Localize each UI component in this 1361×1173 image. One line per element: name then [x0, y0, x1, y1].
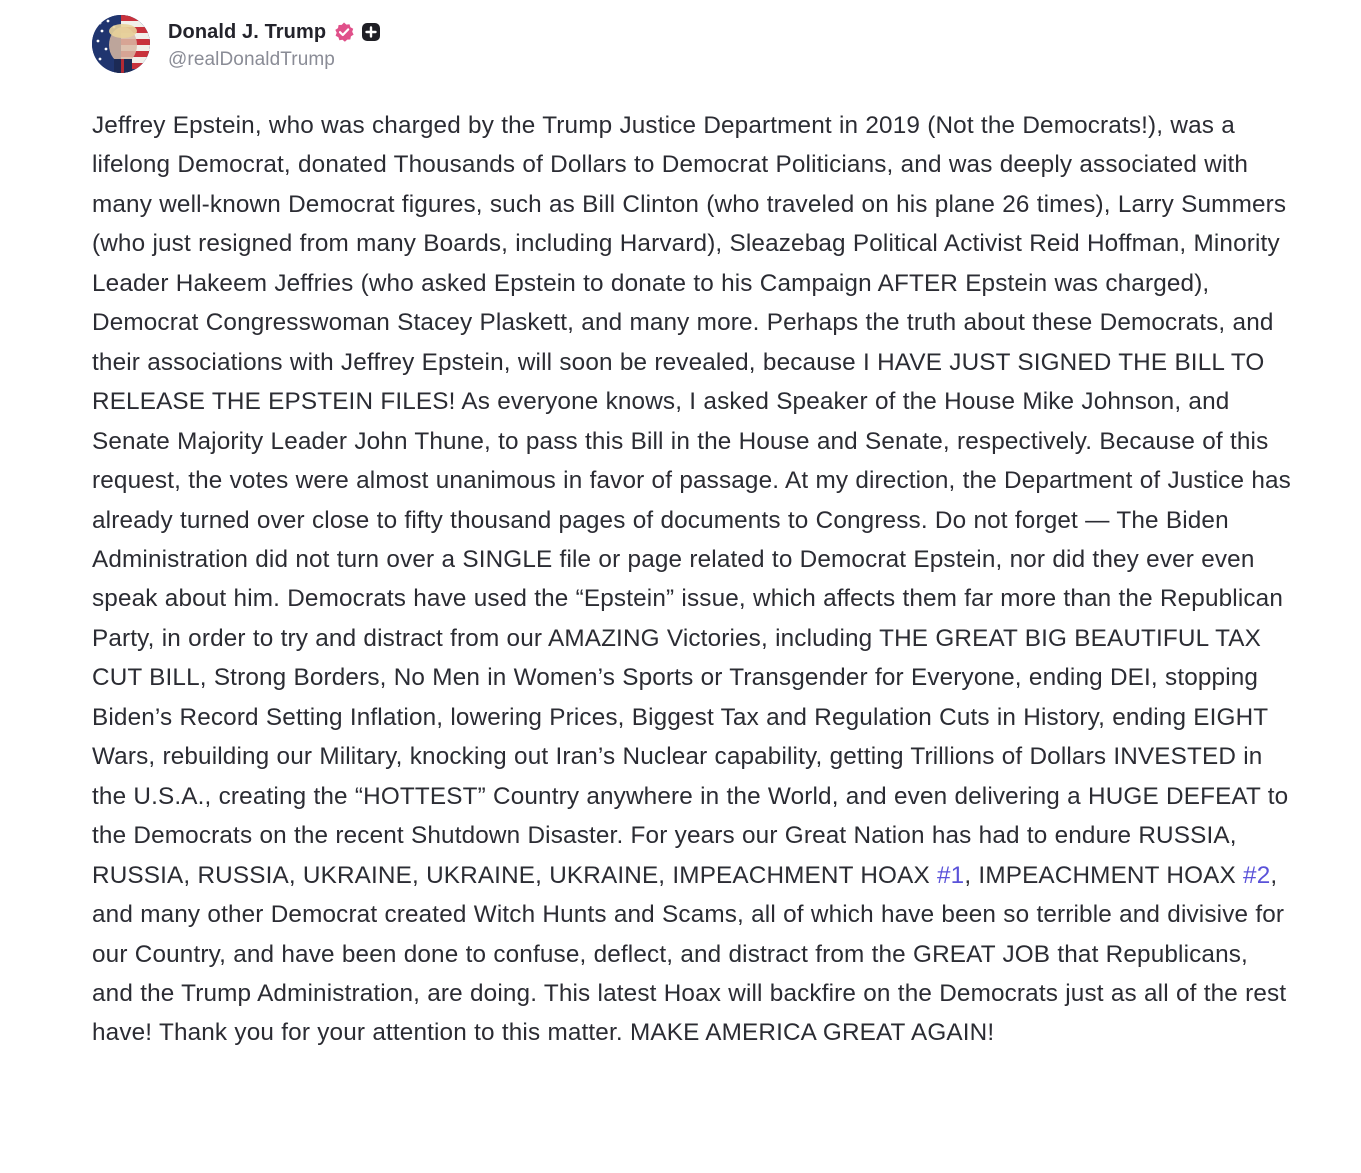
hashtag-link-2[interactable]: #2: [1243, 861, 1271, 889]
post-header: [92, 14, 381, 74]
post-text-part-1: Jeffrey Epstein, who was charged by the Trump Justice Department in 2019 (Not the Democrats!), was a lifelong Democrat, donated Thousands of Dollars to Democrat Politicians, and was deeply associated with many well-known Democrat figures, such as Bill Clinton (who traveled on his plane 26 times), Larry Summers (who just resigned from many Boards, including Harvard), Sleazebag Political Activist Reid Hoffman, Minority Leader Hakeem Jeffries (who asked Epstein to donate to his Campaign AFTER Epstein was charged), Democrat Congresswoman Stacey Plaskett, and many more. Perhaps the truth about these Democrats, and their associations with Jeffrey Epstein, will soon be revealed, because I HAVE JUST SIGNED THE BILL TO RELEASE THE EPSTEIN FILES! As everyone knows, I asked Speaker of the House Mike Johnson, and Senate Majority Leader John Thune, to pass this Bill in the House and Senate, respectively. Because of this request, the votes were almost unanimous in favor of passage. At my direction, the Department of Justice has already turned over close to fifty thousand pages of documents to Congress. Do not forget — The Biden Administration did not turn over a SINGLE file or page related to Democrat Epstein, nor did they ever even speak about him. Democrats have used the “Epstein” issue, which affects them far more than the Republican Party, in order to try and distract from our AMAZING Victories, including THE GREAT BIG BEAUTIFUL TAX CUT BILL, Strong Borders, No Men in Women’s Sports or Transgender for Everyone, ending DEI, stopping Biden’s Record Setting Inflation, lowering Prices, Biggest Tax and Regulation Cuts in History, ending EIGHT Wars, rebuilding our Military, knocking out Iran’s Nuclear capability, getting Trillions of Dollars INVESTED in the U.S.A., creating the “HOTTEST” Country anywhere in the World, and even delivering a HUGE DEFEAT to the Democrats on the recent Shutdown Disaster. For years our Great Nation has had to endure RUSSIA, RUSSIA, RUSSIA, UKRAINE, UKRAINE, UKRAINE, IMPEACHMENT HOAX: [92, 112, 1291, 889]
hashtag-link-1[interactable]: #1: [937, 861, 965, 889]
flag-portrait-avatar-icon: [92, 15, 150, 73]
plus-badge-icon: [361, 22, 381, 42]
user-handle[interactable]: @realDonaldTrump: [168, 49, 335, 70]
avatar[interactable]: [92, 15, 150, 73]
post-text-part-3: , and many other Democrat created Witch Hunts and Scams, all of which have been so terrible and divisive for our Country, and have been done to confuse, deflect, and distract from the GREAT JOB that Republicans, and the Trump Administration, are doing. This latest Hoax will backfire on the Democrats just as all of the rest have! Thank you for your attention to this matter. MAKE AMERICA GREAT AGAIN!: [92, 861, 1287, 1047]
name-row: [168, 17, 381, 47]
post-text-part-2: , IMPEACHMENT HOAX: [964, 861, 1244, 889]
author-block: [168, 17, 381, 71]
post-text: [92, 106, 1292, 1053]
verified-badge-icon: [333, 21, 355, 43]
display-name[interactable]: Donald J. Trump: [168, 20, 327, 43]
post-body: [92, 106, 1292, 1053]
